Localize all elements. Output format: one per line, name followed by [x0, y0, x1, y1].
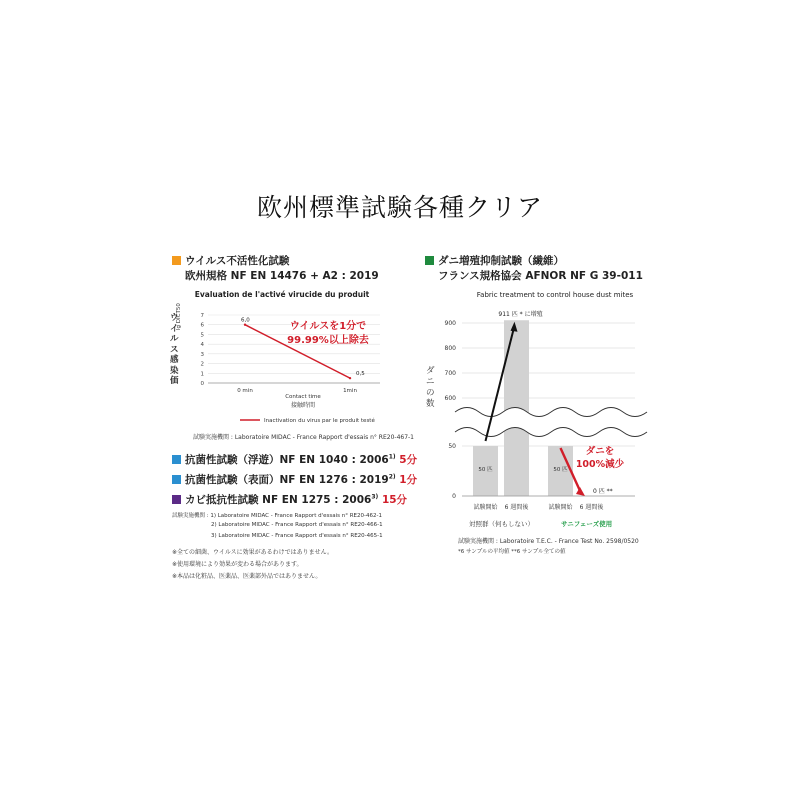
virus-test-title: ウイルス不活性化試験 — [185, 255, 290, 267]
x-tick-label: 6 週間後 — [504, 504, 529, 511]
y-tick-label: 3 — [200, 351, 204, 358]
y-tick-label: 2 — [200, 361, 204, 368]
test-1-result: 5分 — [399, 454, 418, 466]
bar-top-label: 911 匹 * に増殖 — [498, 311, 543, 318]
zero-label: 0 匹 ** — [593, 488, 613, 495]
bar-value-label: 50 匹 — [478, 467, 493, 473]
mite-callout-2: 100%減少 — [575, 459, 625, 470]
group-label-treated: サニフェーズ使用 — [561, 520, 613, 528]
test-2-name: 抗菌性試験（表面）NF EN 1276 : 2019 — [185, 474, 389, 486]
test-row-1 — [172, 452, 417, 467]
page-title: 欧州標準試験各種クリア — [256, 193, 543, 222]
y-tick-label: 0 — [452, 493, 456, 500]
data-label: 6,0 — [241, 317, 250, 324]
y-tick-label: 7 — [200, 313, 204, 319]
y-tick-label: 900 — [444, 320, 456, 327]
virus-lab-note: 試験実施機関 : Laboratoire MIDAC - France Rapport d'essais n° RE20-467-1 — [193, 434, 415, 441]
virus-callout-2: 99.99%以上除去 — [287, 335, 369, 346]
y-tick-label: 800 — [444, 345, 456, 352]
y-tick-label: 4 — [200, 342, 204, 349]
data-label: 0,5 — [356, 371, 365, 378]
y-tick-label: 0 — [200, 381, 204, 387]
mite-lab-note: 試験実施機関 : Laboratoire T.E.C. - France Test No. 2598/0520 — [458, 538, 639, 545]
virus-legend-label: Inactivation du virus par le produit testé — [264, 418, 375, 424]
virus-ylabel-unit: lg DICT50 — [176, 303, 182, 330]
lab-line-2: 2) Laboratoire MIDAC - France Rapport d'essais n° RE20-466-1 — [211, 522, 383, 528]
mite-test-standard: フランス規格協会 AFNOR NF G 39-011 — [438, 270, 643, 282]
mite-chart-title: Fabric treatment to control house dust mites — [476, 291, 634, 299]
y-tick-label: 5 — [200, 332, 204, 339]
group-label-control: 対照群（何もしない） — [469, 520, 534, 528]
test-2-result: 1分 — [399, 474, 418, 486]
virus-ylabel: ウイルス感染価 — [170, 313, 179, 386]
x-tick-label: 0 min — [237, 388, 253, 394]
y-tick-label: 6 — [200, 322, 204, 329]
y-tick-label: 600 — [444, 395, 456, 402]
x-tick-label: 1min — [343, 388, 357, 394]
virus-test-heading — [172, 253, 289, 268]
test-3-sup: 3) — [371, 493, 379, 501]
data-point — [349, 377, 351, 379]
x-tick-label: 試験開始 — [548, 504, 573, 511]
virus-chart — [160, 280, 405, 440]
blue-square-icon — [172, 455, 181, 464]
lab-line-3: 3) Laboratoire MIDAC - France Rapport d'essais n° RE20-465-1 — [211, 533, 383, 539]
disclaimer-1: ※全ての細菌、ウイルスに効果があるわけではありません。 — [172, 549, 334, 556]
green-square-icon — [425, 256, 434, 265]
x-tick-label: 試験開始 — [473, 504, 498, 511]
mite-callout-1: ダニを — [585, 446, 615, 457]
mite-chart — [415, 280, 655, 530]
virus-test-standard: 欧州規格 NF EN 14476 + A2 : 2019 — [185, 270, 379, 282]
test-3-result: 15分 — [381, 494, 408, 506]
reduction-arrow-head — [576, 487, 585, 496]
test-2-sup: 2) — [388, 473, 396, 481]
test-1-name: 抗菌性試験（浮遊）NF EN 1040 : 2006 — [185, 454, 389, 466]
bar-value-label: 50 匹 — [553, 467, 568, 473]
virus-chart-title: Evaluation de l'activé virucide du produit — [194, 290, 370, 299]
mite-test-title: ダニ増殖抑制試験（繊維） — [438, 255, 564, 267]
virus-callout-1: ウイルスを1分で — [289, 321, 367, 332]
test-row-3 — [172, 492, 407, 507]
x-tick-label: 6 週間後 — [579, 504, 604, 511]
virus-series-line — [245, 325, 350, 378]
virus-xlabel-jp: 接触時間 — [290, 402, 316, 409]
orange-square-icon — [172, 256, 181, 265]
virus-xlabel-fr: Contact time — [285, 394, 321, 400]
purple-square-icon — [172, 495, 181, 504]
test-3-name: カビ抵抗性試験 NF EN 1275 : 2006 — [185, 494, 372, 506]
mite-ylabel: ダニの数 — [426, 366, 435, 409]
mite-test-heading — [425, 253, 564, 268]
disclaimer-2: ※使用環境により効果が変わる場合があります。 — [172, 561, 303, 568]
y-tick-label: 700 — [444, 370, 456, 377]
data-point — [244, 324, 246, 326]
test-1-sup: 1) — [388, 453, 396, 461]
test-row-2 — [172, 472, 417, 487]
y-tick-label: 50 — [448, 443, 456, 450]
lab-line-1: 試験実施機関 : 1) Laboratoire MIDAC - France Rapport d'essais n° RE20-462-1 — [172, 513, 382, 519]
blue-square-icon — [172, 475, 181, 484]
y-tick-label: 1 — [200, 371, 204, 378]
disclaimer-3: ※本品は化粧品、医薬品、医薬部外品ではありません。 — [172, 573, 322, 580]
mite-footnote: *6 サンプルの平均値 **6 サンプル全ての値 — [458, 549, 566, 555]
